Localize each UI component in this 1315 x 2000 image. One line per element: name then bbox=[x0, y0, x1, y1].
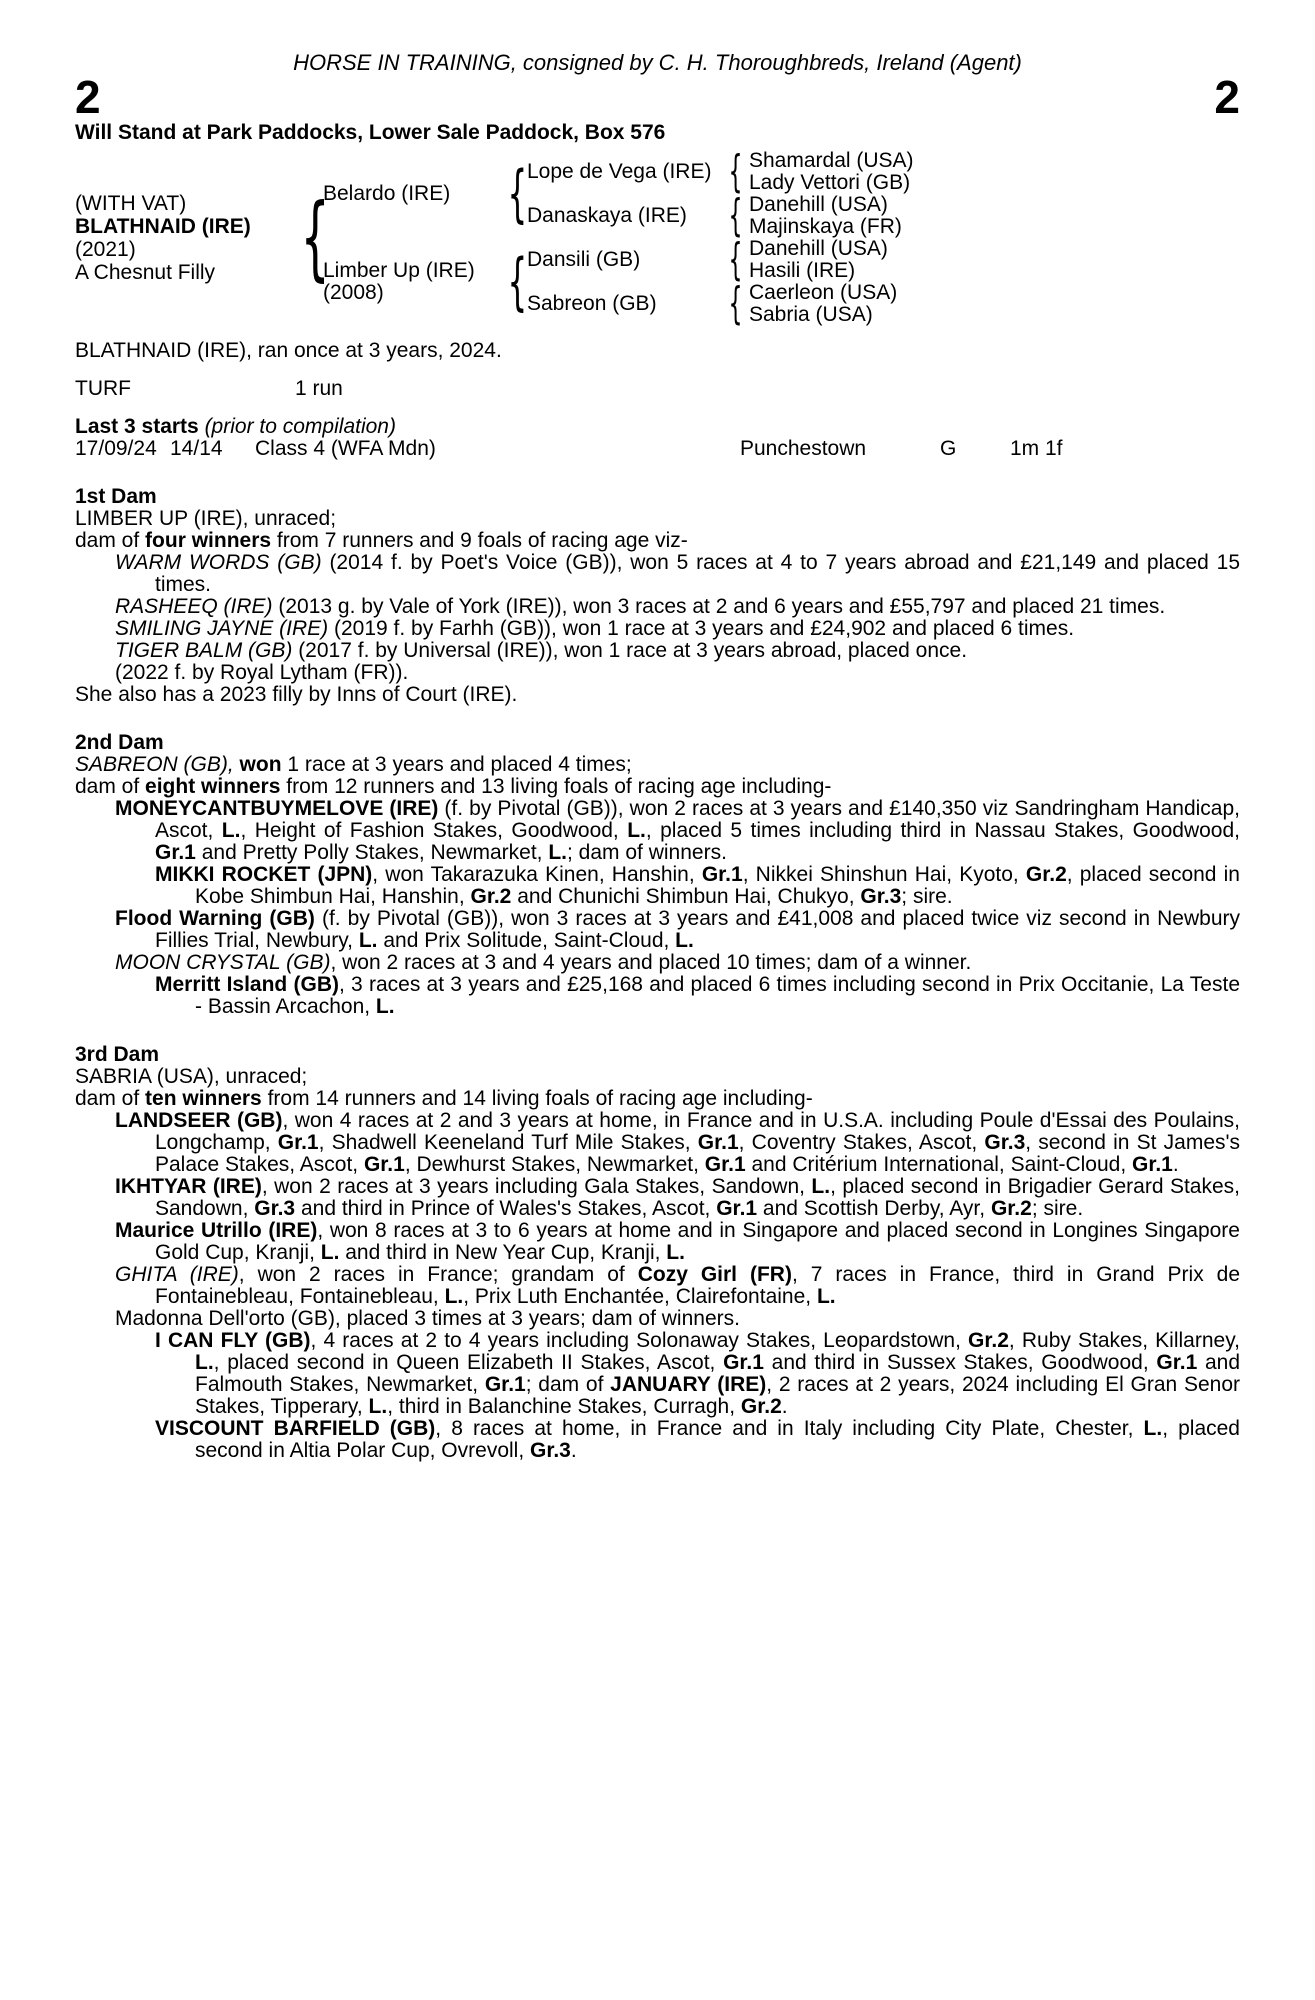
horse-name: BLATHNAID (IRE) bbox=[75, 215, 251, 238]
text-segment: , placed second in Queen Elizabeth II Stakes, Ascot, bbox=[213, 1351, 724, 1374]
consignor-line: HORSE IN TRAINING, consigned by C. H. Thoroughbreds, Ireland (Agent) bbox=[293, 50, 1022, 75]
text-segment: and third in Prince of Wales's Stakes, Ascot, bbox=[295, 1197, 717, 1220]
pedigree-table bbox=[75, 146, 1240, 329]
dam-year: (2008) bbox=[323, 281, 384, 304]
text-segment: (2013 g. by Vale of York (IRE)), won 3 races at 2 and 6 years and £55,797 and placed 21 times. bbox=[272, 595, 1166, 618]
text-segment: SABRIA (USA), unraced; bbox=[75, 1065, 308, 1088]
text-segment: Gr.1 bbox=[1156, 1351, 1198, 1374]
dam-sire-branch bbox=[527, 234, 897, 285]
paragraph bbox=[75, 684, 1240, 706]
text-segment: and Pretty Polly Stakes, Newmarket, bbox=[195, 841, 549, 864]
sire-brace: { bbox=[507, 157, 528, 230]
text-segment: Gr.1 bbox=[716, 1197, 758, 1220]
text-segment: from 14 runners and 14 living foals of racing age including- bbox=[261, 1087, 813, 1110]
pedigree-gen1-brace: { bbox=[300, 184, 330, 291]
paragraph bbox=[75, 1330, 1240, 1418]
text-segment: ten winners bbox=[145, 1087, 262, 1110]
text-segment: , won 4 races at 2 and 3 years at home, in France and in U.S.A. including Poule d'Essai des Poulains, Longchamp, bbox=[155, 1109, 1240, 1154]
text-segment: Gr.1 bbox=[701, 863, 743, 886]
paragraph bbox=[75, 530, 1240, 552]
text-segment: L. bbox=[375, 995, 395, 1018]
stand-location-line: Will Stand at Park Paddocks, Lower Sale Paddock, Box 576 bbox=[75, 121, 666, 144]
text-segment: WARM WORDS (GB) bbox=[115, 551, 322, 574]
text-segment: , 8 races at home, in France and in Italy including City Plate, Chester, bbox=[435, 1417, 1144, 1440]
text-segment: and Critérium International, Saint-Cloud, bbox=[745, 1153, 1132, 1176]
paragraph bbox=[75, 1110, 1240, 1176]
paragraph bbox=[75, 974, 1240, 1018]
text-segment: Gr.1 bbox=[155, 841, 196, 864]
text-segment: GHITA (IRE) bbox=[115, 1263, 239, 1286]
text-segment: Gr.1 bbox=[484, 1373, 526, 1396]
text-segment: Gr.2 bbox=[470, 885, 512, 908]
paragraph bbox=[75, 908, 1240, 952]
race-record-summary: BLATHNAID (IRE), ran once at 3 years, 2024. bbox=[75, 339, 502, 362]
gen3-brace: { bbox=[728, 146, 743, 197]
paragraph bbox=[75, 1418, 1240, 1462]
paragraph bbox=[75, 552, 1240, 596]
text-segment: , Ruby Stakes, Killarney, bbox=[1008, 1329, 1240, 1352]
gen3-brace: { bbox=[728, 278, 743, 329]
text-segment: and Falmouth Stakes, Newmarket, bbox=[195, 1351, 1241, 1396]
text-segment: (2019 f. by Farhh (GB)), won 1 race at 3 years and £24,902 and placed 6 times. bbox=[328, 617, 1075, 640]
text-segment: and third in New Year Cup, Kranji, bbox=[339, 1241, 667, 1264]
text-segment: and Scottish Derby, Ayr, bbox=[757, 1197, 991, 1220]
dam-sections bbox=[75, 486, 1240, 1462]
text-segment: Gr.3 bbox=[254, 1197, 296, 1220]
text-segment: , won 2 races in France; grandam of bbox=[238, 1263, 638, 1286]
paragraph bbox=[75, 864, 1240, 908]
text-segment: , Prix Luth Enchantée, Clairefontaine, bbox=[463, 1285, 817, 1308]
text-segment: MIKKI ROCKET (JPN) bbox=[155, 863, 373, 886]
text-segment: MOON CRYSTAL (GB) bbox=[115, 951, 331, 974]
text-segment: Gr.1 bbox=[277, 1131, 319, 1154]
text-segment: Gr.3 bbox=[984, 1131, 1026, 1154]
lot-number-left: 2 bbox=[75, 71, 101, 123]
text-segment: ; dam of winners. bbox=[567, 841, 727, 864]
text-segment: dam of bbox=[75, 1087, 146, 1110]
text-segment: Gr.1 bbox=[697, 1131, 739, 1154]
text-segment: , Coventry Stakes, Ascot, bbox=[738, 1131, 985, 1154]
text-segment: ; sire. bbox=[901, 885, 953, 908]
start-race-class: Class 4 (WFA Mdn) bbox=[255, 437, 436, 460]
text-segment: , won 2 races at 3 and 4 years and placed 10 times; dam of a winner. bbox=[330, 951, 972, 974]
text-segment: from 7 runners and 9 foals of racing age viz- bbox=[271, 529, 688, 552]
text-segment: L. bbox=[368, 1395, 388, 1418]
text-segment: (f. by Pivotal (GB)), won 2 races at 3 years and £140,350 viz Sandringham Handicap, Ascot, bbox=[155, 797, 1240, 842]
sire-sire-branch bbox=[527, 146, 914, 197]
text-segment: Gr.2 bbox=[1025, 863, 1067, 886]
text-segment: , won 2 races at 3 years including Gala Stakes, Sandown, bbox=[261, 1175, 812, 1198]
text-segment: four winners bbox=[145, 529, 272, 552]
pedigree-generations bbox=[323, 146, 914, 329]
text-segment: Gr.1 bbox=[704, 1153, 746, 1176]
dam-name-block bbox=[323, 260, 501, 304]
text-segment: Flood Warning (GB) bbox=[115, 907, 315, 930]
paragraph bbox=[75, 1220, 1240, 1264]
text-segment: , second in St James's Palace Stakes, Ascot, bbox=[155, 1131, 1241, 1176]
text-segment: (2014 f. by Poet's Voice (GB)), won 5 races at 4 to 7 years abroad and £21,149 and placed 15 times. bbox=[155, 551, 1240, 596]
last-starts-label: Last 3 starts bbox=[75, 415, 199, 438]
sire-dam-branch bbox=[527, 190, 914, 241]
text-segment: and Prix Solitude, Saint-Cloud, bbox=[377, 929, 676, 952]
text-segment: Madonna Dell'orto (GB), placed 3 times at 3 years; dam of winners. bbox=[115, 1307, 740, 1330]
gen4-name: Hasili (IRE) bbox=[749, 259, 856, 282]
text-segment: SMILING JAYNE (IRE) bbox=[115, 617, 329, 640]
lot-number-row bbox=[75, 71, 1240, 123]
text-segment: IKHTYAR (IRE) bbox=[115, 1175, 262, 1198]
text-segment: L. bbox=[320, 1241, 340, 1264]
last-starts-block bbox=[75, 416, 1240, 460]
gen3-brace: { bbox=[728, 190, 743, 241]
text-segment: dam of bbox=[75, 775, 146, 798]
text-segment: SABREON (GB), bbox=[75, 753, 234, 776]
text-segment: , won Takarazuka Kinen, Hanshin, bbox=[372, 863, 702, 886]
text-segment: . bbox=[1172, 1153, 1179, 1176]
text-segment: LANDSEER (GB) bbox=[115, 1109, 283, 1132]
text-segment: , 3 races at 3 years and £25,168 and placed 6 times including second in Prix Occitanie, La Teste - Bassin Arcachon, bbox=[195, 973, 1240, 1018]
gen3-name: Lope de Vega (IRE) bbox=[527, 160, 712, 183]
surface-label: TURF bbox=[75, 377, 131, 400]
gen4-name: Lady Vettori (GB) bbox=[749, 171, 911, 194]
paragraph bbox=[75, 1176, 1240, 1220]
text-segment: , third in Balanchine Stakes, Curragh, bbox=[387, 1395, 741, 1418]
section-title: 2nd Dam bbox=[75, 731, 164, 754]
text-segment: L. bbox=[816, 1285, 836, 1308]
text-segment: . bbox=[781, 1395, 788, 1418]
text-segment: Gr.2 bbox=[990, 1197, 1032, 1220]
gen4-name: Shamardal (USA) bbox=[749, 149, 914, 172]
sire-branch bbox=[323, 146, 914, 241]
text-segment: L. bbox=[675, 929, 694, 952]
text-segment: L. bbox=[195, 1351, 214, 1374]
dam-dam-branch bbox=[527, 278, 898, 329]
start-distance: 1m 1f bbox=[1010, 437, 1063, 460]
text-segment: , placed second in Kobe Shimbun Hai, Hanshin, bbox=[195, 863, 1240, 908]
section-title: 3rd Dam bbox=[75, 1043, 160, 1066]
text-segment: L. bbox=[548, 841, 568, 864]
dam-branch bbox=[323, 234, 914, 329]
last-starts-note: (prior to compilation) bbox=[198, 415, 396, 438]
horse-description: A Chesnut Filly bbox=[75, 261, 216, 284]
text-segment: , Shadwell Keeneland Turf Mile Stakes, bbox=[318, 1131, 698, 1154]
gen3-name: Danaskaya (IRE) bbox=[527, 204, 687, 227]
vat-note: (WITH VAT) bbox=[75, 192, 187, 215]
paragraph bbox=[75, 508, 1240, 530]
text-segment: (f. by Pivotal (GB)), won 3 races at 3 years and £41,008 and placed twice viz second in Newbury Fillies Trial, Newbury, bbox=[155, 907, 1240, 952]
dam-brace: { bbox=[507, 245, 528, 318]
dam-name: Limber Up (IRE) bbox=[323, 259, 475, 282]
sire-name: Belardo (IRE) bbox=[323, 182, 451, 205]
text-segment: and Chunichi Shimbun Hai, Chukyo, bbox=[511, 885, 861, 908]
gen3-brace: { bbox=[728, 234, 743, 285]
text-segment: L. bbox=[666, 1241, 685, 1264]
text-segment: from 12 runners and 13 living foals of racing age including- bbox=[280, 775, 832, 798]
gen4-name: Sabria (USA) bbox=[749, 303, 873, 326]
text-segment: and third in Sussex Stakes, Goodwood, bbox=[763, 1351, 1157, 1374]
surface-record-row bbox=[75, 378, 1240, 400]
start-course: Punchestown bbox=[740, 437, 867, 460]
paragraph bbox=[75, 754, 1240, 776]
text-segment: VISCOUNT BARFIELD (GB) bbox=[155, 1417, 436, 1440]
horse-foaling-year: (2021) bbox=[75, 238, 136, 261]
text-segment: Gr.3 bbox=[530, 1439, 571, 1462]
text-segment: L. bbox=[444, 1285, 464, 1308]
paragraph bbox=[75, 1308, 1240, 1330]
paragraph bbox=[75, 952, 1240, 974]
text-segment: won bbox=[239, 753, 282, 776]
gen4-name: Danehill (USA) bbox=[749, 193, 888, 216]
text-segment: , placed second in Altia Polar Cup, Ovrevoll, bbox=[195, 1417, 1240, 1462]
text-segment: RASHEEQ (IRE) bbox=[115, 595, 273, 618]
paragraph bbox=[75, 1264, 1240, 1308]
paragraph bbox=[75, 662, 1240, 684]
text-segment: L. bbox=[358, 929, 378, 952]
text-segment: , 7 races in France, third in Grand Prix de Fontainebleau, Fontainebleau, bbox=[155, 1263, 1240, 1308]
text-segment: L. bbox=[627, 819, 646, 842]
text-segment: , Height of Fashion Stakes, Goodwood, bbox=[240, 819, 628, 842]
gen4-name: Majinskaya (FR) bbox=[749, 215, 902, 238]
text-segment: ; dam of bbox=[525, 1373, 611, 1396]
text-segment: , placed second in Brigadier Gerard Stakes, Sandown, bbox=[155, 1175, 1241, 1220]
text-segment: (2017 f. by Universal (IRE)), won 1 race at 3 years abroad, placed once. bbox=[292, 639, 968, 662]
text-segment: L. bbox=[1143, 1417, 1163, 1440]
section-title: 1st Dam bbox=[75, 485, 157, 508]
horse-details bbox=[75, 192, 293, 284]
paragraph bbox=[75, 618, 1240, 640]
gen3-name: Sabreon (GB) bbox=[527, 292, 657, 315]
lot-number-right: 2 bbox=[1214, 71, 1240, 123]
start-going: G bbox=[940, 437, 957, 460]
text-segment: Gr.1 bbox=[723, 1351, 764, 1374]
text-segment: . bbox=[570, 1439, 577, 1462]
text-segment: L. bbox=[811, 1175, 831, 1198]
text-segment: dam of bbox=[75, 529, 146, 552]
paragraph bbox=[75, 596, 1240, 618]
text-segment: ; sire. bbox=[1031, 1197, 1084, 1220]
paragraph bbox=[75, 798, 1240, 864]
text-segment: , Nikkei Shinshun Hai, Kyoto, bbox=[742, 863, 1026, 886]
text-segment: , placed 5 times including third in Nassau Stakes, Goodwood, bbox=[645, 819, 1240, 842]
text-segment: Cozy Girl (FR) bbox=[637, 1263, 792, 1286]
gen4-name: Danehill (USA) bbox=[749, 237, 888, 260]
text-segment: Gr.2 bbox=[740, 1395, 782, 1418]
paragraph bbox=[75, 1088, 1240, 1110]
text-segment: Gr.2 bbox=[968, 1329, 1009, 1352]
runs-count: 1 run bbox=[295, 377, 343, 400]
gen4-name: Caerleon (USA) bbox=[749, 281, 898, 304]
last-starts-heading bbox=[75, 416, 1240, 438]
start-finish-position: 14/14 bbox=[170, 437, 223, 460]
text-segment: Gr.3 bbox=[860, 885, 902, 908]
start-row bbox=[75, 438, 1240, 460]
text-segment: MONEYCANTBUYMELOVE (IRE) bbox=[115, 797, 439, 820]
text-segment: Gr.1 bbox=[1132, 1153, 1173, 1176]
paragraph bbox=[75, 1066, 1240, 1088]
text-segment: Merritt Island (GB) bbox=[155, 973, 339, 996]
text-segment: 1 race at 3 years and placed 4 times; bbox=[281, 753, 632, 776]
text-segment: eight winners bbox=[145, 775, 281, 798]
text-segment: Gr.1 bbox=[363, 1153, 405, 1176]
text-segment: , won 8 races at 3 to 6 years at home and in Singapore and placed second in Longines Singapore Gold Cup, Kranji, bbox=[155, 1219, 1240, 1264]
text-segment: L. bbox=[221, 819, 241, 842]
text-segment: Maurice Utrillo (IRE) bbox=[115, 1219, 318, 1242]
text-segment: (2022 f. by Royal Lytham (FR)). bbox=[115, 661, 409, 684]
text-segment: , 4 races at 2 to 4 years including Solonaway Stakes, Leopardstown, bbox=[310, 1329, 969, 1352]
text-segment: She also has a 2023 filly by Inns of Court (IRE). bbox=[75, 683, 518, 706]
paragraph bbox=[75, 776, 1240, 798]
start-date: 17/09/24 bbox=[75, 437, 157, 460]
text-segment: , 2 races at 2 years, 2024 including El Gran Senor Stakes, Tipperary, bbox=[195, 1373, 1241, 1418]
paragraph bbox=[75, 640, 1240, 662]
text-segment: I CAN FLY (GB) bbox=[155, 1329, 311, 1352]
text-segment: , Dewhurst Stakes, Newmarket, bbox=[404, 1153, 705, 1176]
text-segment: TIGER BALM (GB) bbox=[115, 639, 293, 662]
text-segment: LIMBER UP (IRE), unraced; bbox=[75, 507, 337, 530]
gen3-name: Dansili (GB) bbox=[527, 248, 641, 271]
text-segment: JANUARY (IRE) bbox=[610, 1373, 767, 1396]
